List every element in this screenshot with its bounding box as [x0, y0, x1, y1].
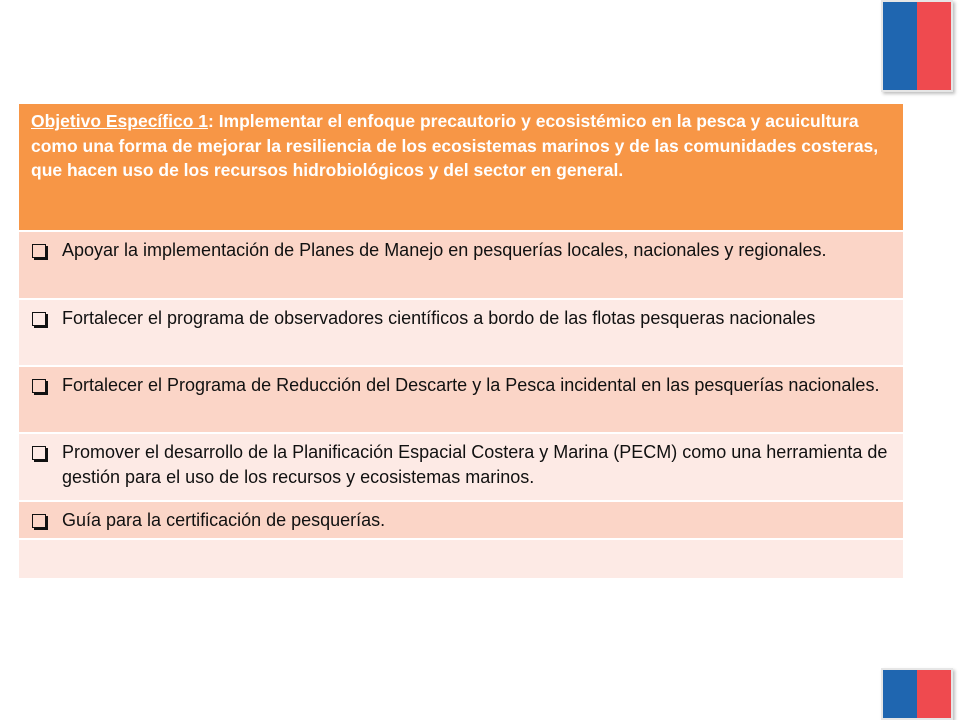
- flag-red-stripe: [917, 670, 951, 718]
- checkbox-icon: [32, 379, 46, 393]
- flag-bottom-icon: [881, 668, 953, 720]
- table-row: [19, 365, 903, 432]
- table-row: [19, 230, 903, 298]
- objective-table: [19, 104, 903, 578]
- objective-header: [19, 104, 903, 230]
- row-text: Apoyar la implementación de Planes de Manejo en pesquerías locales, nacionales y regionales.: [62, 240, 827, 260]
- objective-title: Objetivo Específico 1: [31, 111, 208, 131]
- checkbox-icon: [32, 514, 46, 528]
- flag-blue-stripe: [883, 670, 917, 718]
- table-row: [19, 500, 903, 538]
- checkbox-icon: [32, 244, 46, 258]
- table-row-empty: [19, 538, 903, 578]
- checkbox-icon: [32, 446, 46, 460]
- table-row: [19, 432, 903, 500]
- row-text: Fortalecer el programa de observadores científicos a bordo de las flotas pesqueras nacionales: [62, 308, 816, 328]
- flag-blue-stripe: [883, 2, 917, 90]
- row-text: Guía para la certificación de pesquerías.: [62, 510, 386, 530]
- flag-top-icon: [881, 0, 953, 92]
- row-text: Promover el desarrollo de la Planificación Espacial Costera y Marina (PECM) como una herramienta de gestión para el uso de los recursos y ecosistemas marinos.: [62, 442, 888, 487]
- checkbox-icon: [32, 312, 46, 326]
- flag-red-stripe: [917, 2, 951, 90]
- row-text: Fortalecer el Programa de Reducción del Descarte y la Pesca incidental en las pesquerías nacionales.: [62, 375, 880, 395]
- objective-description: : Implementar el enfoque precautorio y ecosistémico en la pesca y acuicultura como una forma de mejorar la resiliencia de los ecosistemas marinos y de las comunidades costeras, que hacen uso de los recursos hidrobiológicos y del sector en general.: [31, 111, 879, 180]
- table-row: [19, 298, 903, 365]
